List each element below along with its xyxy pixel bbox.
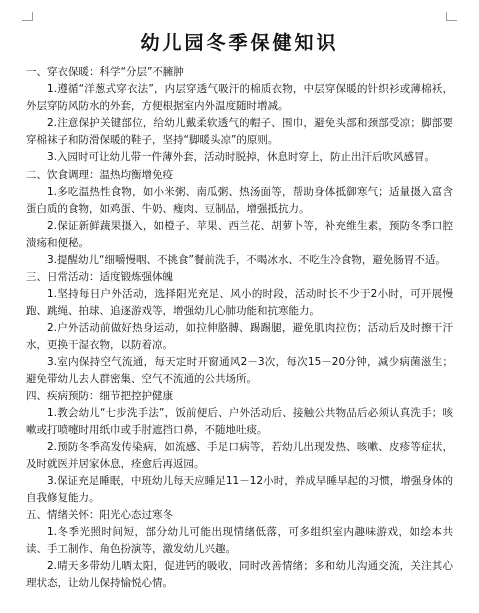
page-title: 幼儿园冬季保健知识 [140,32,339,54]
section-5-item-1: 1.冬季光照时间短，部分幼儿可能出现情绪低落，可多组织室内趣味游戏，如绘本共读、手工制作、角色扮演等，激发幼儿兴趣。 [26,526,453,555]
section-5-item-2: 2.晴天多带幼儿晒太阳，促进钙的吸收，同时改善情绪；多和幼儿沟通交流，关注其心理状态，让幼儿保持愉悦心情。 [26,560,453,589]
document-body [26,64,453,592]
section-2-item-1: 1.多吃温热性食物，如小米粥、南瓜粥、热汤面等，帮助身体抵御寒气；适量摄入富含蛋白质的食物，如鸡蛋、牛奶、瘦肉、豆制品，增强抵抗力。 [26,186,453,215]
section-3-item-2: 2.户外活动前做好热身运动，如拉伸胳膊、踢踢腿，避免肌肉拉伤；活动后及时擦干汗水，更换干湿衣物，以防着凉。 [26,322,453,351]
section-4-item-2: 2.预防冬季高发传染病，如流感、手足口病等，若幼儿出现发热、咳嗽、皮疹等症状，及时就医并居家休息，痊愈后再返园。 [26,441,453,470]
crop-mark-top-left [22,12,33,21]
section-5-heading: 五、情绪关怀：阳光心态过寒冬 [26,509,173,521]
section-1-heading: 一、穿衣保暖：科学“分层”不臃肿 [26,66,184,78]
section-3-item-3: 3.室内保持空气流通，每天定时开窗通风2－3次，每次15－20分钟，减少病菌滋生；避免带幼儿去人群密集、空气不流通的公共场所。 [26,356,453,385]
section-4-item-3: 3.保证充足睡眠，中班幼儿每天应睡足11－12小时，养成早睡早起的习惯，增强身体的自我修复能力。 [26,475,453,504]
section-4-heading: 四、疾病预防：细节把控护健康 [26,390,173,402]
crop-mark-top-right [446,12,457,21]
section-1-item-2: 2.注意保护关键部位，给幼儿戴柔软透气的帽子、围巾，避免头部和颈部受凉；脚部要穿棉袜子和防滑保暖的鞋子，坚持“脚暖头凉”的原则。 [26,117,453,146]
section-4-item-1: 1.教会幼儿“七步洗手法”，饭前便后、户外活动后、接触公共物品后必须认真洗手；咳嗽或打喷嚏时用纸巾或手肘遮挡口鼻，不随地吐痰。 [26,407,453,436]
section-3-item-1: 1.坚持每日户外活动，选择阳光充足、风小的时段，活动时长不少于2小时，可开展慢跑、跳绳、拍球、追逐游戏等，增强幼儿心肺功能和抗寒能力。 [26,288,453,317]
section-3-heading: 三、日常活动：适度锻炼强体魄 [26,271,173,283]
section-2-item-2: 2.保证新鲜蔬果摄入，如橙子、苹果、西兰花、胡萝卜等，补充维生素，预防冬季口腔溃疡和便秘。 [26,220,453,249]
section-2-item-3: 3.提醒幼儿“细嚼慢咽、不挑食”餐前洗手，不喝冰水、不吃生冷食物，避免肠胃不适。 [47,254,446,266]
section-2-heading: 二、饮食调理：温热均衡增免疫 [26,169,173,181]
section-1-item-1: 1.遵循“洋葱式穿衣法”，内层穿透气吸汗的棉质衣物，中层穿保暖的针织衫或薄棉袄，外层穿防风防水的外套，方便根据室内外温度随时增减。 [26,83,453,112]
section-1-item-3: 3.入园时可让幼儿带一件薄外套，活动时脱掉，休息时穿上，防止出汗后吹风感冒。 [47,151,436,163]
